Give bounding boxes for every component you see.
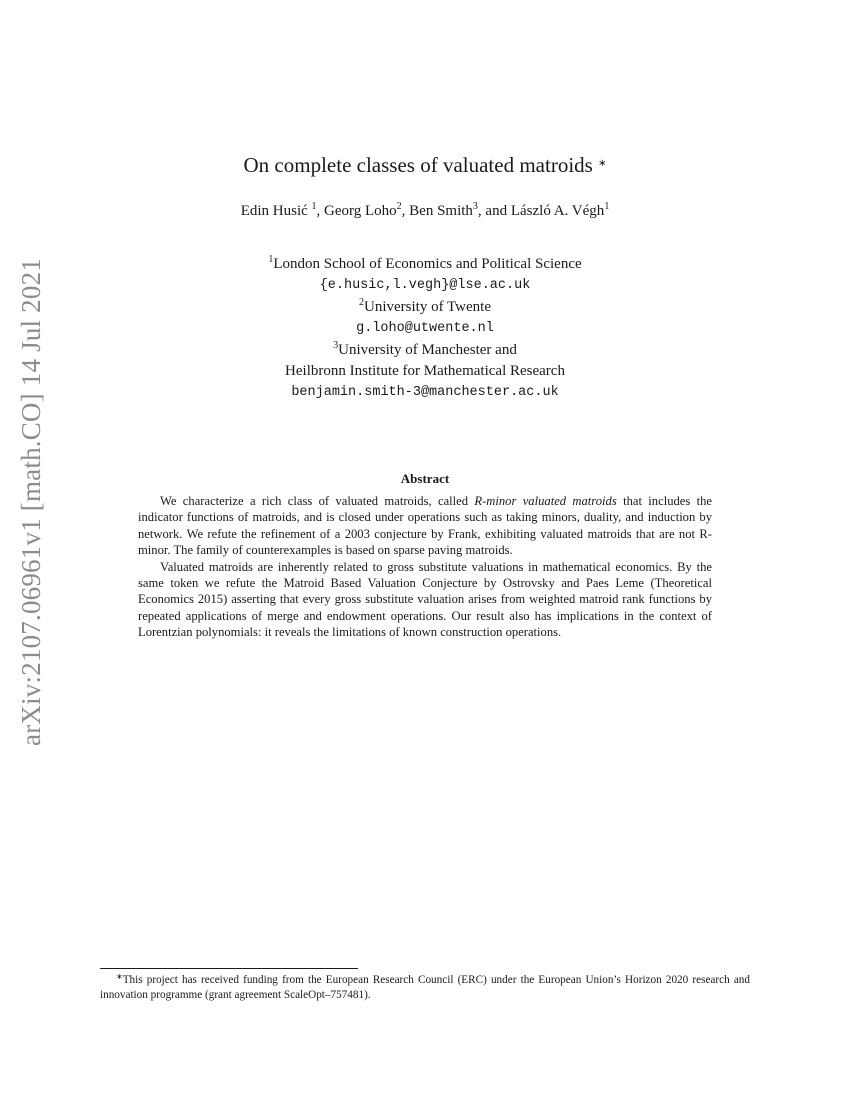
arxiv-identifier-stamp: arXiv:2107.06961v1 [math.CO] 14 Jul 2021 [16, 258, 46, 746]
affiliation-2 [0, 297, 850, 339]
affiliation-mark: 1 [268, 254, 274, 265]
footnote [100, 973, 750, 1003]
author-affiliation-mark: 1 [311, 201, 317, 212]
author-affiliation-mark: 1 [604, 201, 610, 212]
author-name: Georg Loho [324, 203, 397, 219]
affiliation-1 [0, 254, 850, 296]
abstract-heading: Abstract [400, 471, 450, 486]
title-text: On complete classes of valuated matroids [243, 153, 593, 177]
affiliation-3 [0, 340, 850, 403]
author-list [0, 203, 850, 220]
author-separator: , [316, 203, 325, 219]
author-name: Edin Husić [240, 203, 308, 219]
affiliation-mark: 3 [333, 340, 339, 351]
author-name: Ben Smith [409, 203, 473, 219]
author-separator: , and [477, 203, 511, 219]
abstract-paragraph-1: We characterize a rich class of valuated matroids, called R-minor valuated matroids that includes the indicator functions of matroids, and is closed under operations such as taking minors, duality, and induction by network. We refute the refinement of a 2003 conjecture by Frank, exhibiting valuated matroids that are not R-minor. The family of counterexamples is based on sparse paving matroids. [138, 494, 713, 558]
affiliation-name: $^3$University of Manchester and [333, 340, 517, 358]
affiliation-email: g.loho@utwente.nl [356, 321, 494, 336]
author-affiliation-mark: 3 [472, 201, 478, 212]
author-separator: , [401, 203, 410, 219]
author-name: László A. Végh [510, 203, 605, 219]
affiliation-name-line-2: Heilbronn Institute for Mathematical Research [285, 363, 565, 379]
paper-title [0, 153, 850, 178]
footnote-mark: ∗ [116, 972, 123, 981]
affiliation-email: benjamin.smith-3@manchester.ac.uk [291, 385, 559, 400]
affiliation-mark: 2 [359, 297, 364, 308]
abstract-paragraph-2: Valuated matroids are inherently related to gross substitute valuations in mathematical economics. By the same token we refute the Matroid Based Valuation Conjecture by Ostrovsky and Paes Leme (Theoretical Economics 2015) asserting that every gross substitute valuation arises from weighted matroid rank functions by repeated applications of merge and endowment operations. Our result also has implications in the context of Lorentzian polynomials: it reveals the limitations of known construction operations. [138, 559, 712, 640]
author-affiliation-mark: 2 [396, 201, 402, 212]
affiliation-name: $^2$University of Twente [359, 297, 491, 315]
emphasis-term: R-minor valuated matroids [474, 494, 617, 508]
footnote-rule [100, 968, 358, 969]
affiliation-email: {e.husic,l.vegh}@lse.ac.uk [319, 278, 531, 293]
footnote-text: This project has received funding from the European Research Council (ERC) under the European Union’s Horizon 2020 research and innovation programme (grant agreement ScaleOpt–757481). [100, 974, 750, 1001]
abstract-body [138, 493, 712, 641]
affiliation-name: $^1$London School of Economics and Political Science [268, 254, 582, 272]
title-footnote-mark: ∗ [598, 158, 607, 169]
